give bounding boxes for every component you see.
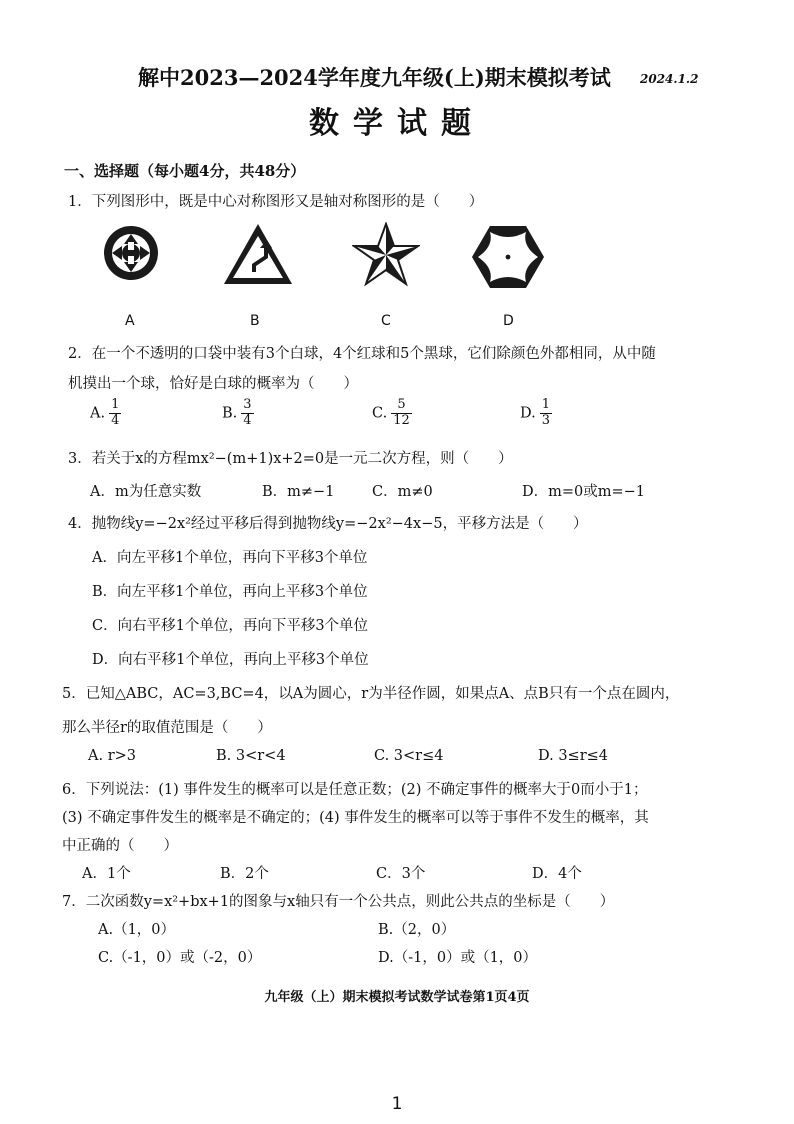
fraction: $\frac{1}{4}$ [111,397,120,428]
question-5-option-c: C. 3<r≤4 [374,748,444,764]
question-7-stem: 7．二次函数y=x²+bx+1的图象与x轴只有一个公共点，则此公共点的坐标是（ ） [62,894,615,910]
question-2-stem-line2: 机摸出一个球，恰好是白球的概率为（ ） [68,376,358,392]
question-7-option-a: A.（1，0） [98,922,176,938]
figure-label-a: A [125,313,135,329]
page-number: 1 [391,1094,403,1114]
figure-label-b: B [250,313,260,329]
question-6-option-a: A．1个 [82,866,131,882]
question-6-option-c: C．3个 [376,866,426,882]
fraction: $\frac{1}{3}$ [541,397,550,428]
question-6-stem-line1: 6．下列说法：(1) 事件发生的概率可以是任意正数；(2) 不确定事件的概率大于0而小于1； [62,782,648,798]
question-3-option-a: A．m为任意实数 [90,484,202,500]
question-5-stem-line2: 那么半径r的取值范围是（ ） [62,720,272,736]
question-7-option-d: D.（-1，0）或（1，0） [378,950,538,966]
question-5-option-a: A. r>3 [88,748,136,764]
question-7-option-c: C.（-1，0）或（-2，0） [98,950,262,966]
question-4-option-c: C．向右平移1个单位，再向下平移3个单位 [92,618,369,634]
exam-title: 解中2023—2024学年度九年级(上)期末模拟考试 [138,65,611,90]
question-5-option-d: D. 3≤r≤4 [538,748,609,764]
figure-label-d: D [503,313,514,329]
question-3-option-d: D．m=0或m=−1 [522,484,646,500]
question-1-stem: 1．下列图形中，既是中心对称图形又是轴对称图形的是（ ） [68,194,484,210]
question-5-option-b: B. 3<r<4 [216,748,286,764]
question-3-option-c: C．m≠0 [372,484,433,500]
question-6-option-b: B．2个 [220,866,269,882]
fraction: $\frac{3}{4}$ [243,397,252,428]
question-2-option-b: B. $\frac{3}{4}$ [222,397,252,428]
question-6-option-d: D．4个 [532,866,582,882]
question-5-stem-line1: 5．已知△ABC，AC=3,BC=4，以A为圆心，r为半径作圆，如果点A、点B只有一个点在圆内， [62,686,680,702]
fraction: $\frac{5}{12}$ [393,397,410,428]
figure-label-c: C [381,313,391,329]
question-2-option-d: D. $\frac{1}{3}$ [520,397,550,428]
question-4-option-a: A．向左平移1个单位，再向下平移3个单位 [92,550,368,566]
section-heading: 一、选择题（每小题4分，共48分） [64,162,306,180]
five-point-star-icon [352,222,420,288]
triangle-warning-sign-icon [222,222,294,286]
question-3-option-b: B．m≠−1 [262,484,335,500]
page-title: 数学试题 [309,106,485,141]
question-4-option-d: D．向右平移1个单位，再向上平移3个单位 [92,652,369,668]
question-7-option-b: B.（2，0） [378,922,456,938]
question-6-stem-line2: (3) 不确定事件发生的概率是不确定的；(4) 事件发生的概率可以等于事件不发生的概率，其 [62,810,649,826]
question-2-option-a: A. $\frac{1}{4}$ [90,397,120,428]
question-4-stem: 4．抛物线y=−2x²经过平移后得到抛物线y=−2x²−4x−5，平移方法是（ ） [68,516,588,532]
hexagon-umbrella-icon [470,224,546,290]
question-6-stem-line3: 中正确的（ ） [62,838,178,854]
question-3-stem: 3．若关于x的方程mx²−(m+1)x+2=0是一元二次方程，则（ ） [68,451,513,467]
question-4-option-b: B．向左平移1个单位，再向上平移3个单位 [92,584,368,600]
exam-date: 2024.1.2 [640,72,699,86]
question-2-option-c: C. $\frac{5}{12}$ [372,397,410,428]
page-footer: 九年级（上）期末模拟考试数学试卷第1页4页 [264,990,530,1005]
circular-arrows-sign-icon [102,224,160,282]
question-2-stem-line1: 2．在一个不透明的口袋中装有3个白球，4个红球和5个黑球，它们除颜色外都相同，从中随 [68,346,656,362]
